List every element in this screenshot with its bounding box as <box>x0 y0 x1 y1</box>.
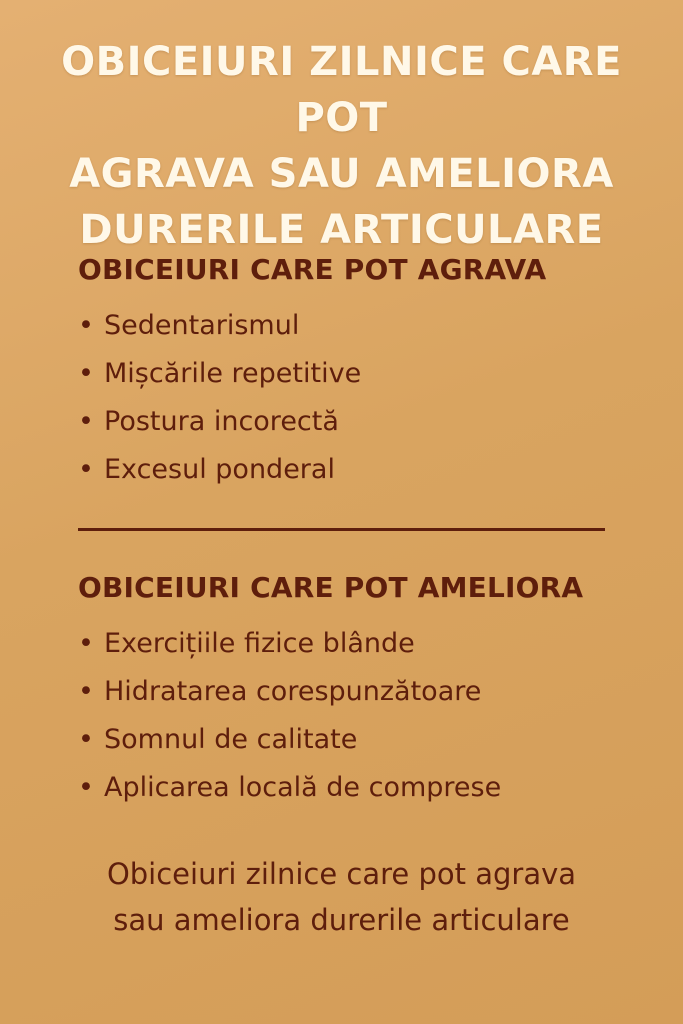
list-item <box>78 302 618 350</box>
list-item-text: Mișcările repetitive <box>104 358 362 389</box>
list-item <box>78 620 618 668</box>
bullet-list <box>78 620 618 812</box>
list-item <box>78 716 618 764</box>
main-title-line: DURERILE ARTICULARE <box>79 207 604 253</box>
caption-line: Obiceiuri zilnice care pot agrava <box>106 857 577 891</box>
bullet-icon: • <box>78 724 94 755</box>
main-title-line: AGRAVA SAU AMELIORA <box>69 151 614 197</box>
main-title-line: OBICEIURI ZILNICE CARE POT <box>61 39 622 141</box>
bullet-icon: • <box>78 310 94 341</box>
list-item <box>78 350 618 398</box>
section-heading: OBICEIURI CARE POT AGRAVA <box>78 253 547 286</box>
main-title <box>20 34 663 258</box>
list-item <box>78 764 618 812</box>
list-item-text: Postura incorectă <box>104 406 339 437</box>
bullet-icon: • <box>78 406 94 437</box>
bullet-icon: • <box>78 454 94 485</box>
list-item <box>78 668 618 716</box>
list-item-text: Hidratarea corespunzătoare <box>104 676 482 707</box>
list-item-text: Sedentarismul <box>104 310 300 341</box>
section-divider <box>78 528 605 531</box>
bullet-list <box>78 302 618 494</box>
list-item-text: Excesul ponderal <box>104 454 335 485</box>
caption-line: sau ameliora durerile articulare <box>113 903 570 937</box>
list-item-text: Exercițiile fizice blânde <box>104 628 415 659</box>
bullet-icon: • <box>78 676 94 707</box>
aggravating-habits-section <box>78 252 618 494</box>
bullet-icon: • <box>78 772 94 803</box>
section-heading: OBICEIURI CARE POT AMELIORA <box>78 571 584 604</box>
ameliorating-habits-section <box>78 570 618 812</box>
bullet-icon: • <box>78 358 94 389</box>
bullet-icon: • <box>78 628 94 659</box>
list-item <box>78 446 618 494</box>
list-item-text: Aplicarea locală de comprese <box>104 772 502 803</box>
list-item-text: Somnul de calitate <box>104 724 358 755</box>
footer-caption <box>20 851 663 943</box>
list-item <box>78 398 618 446</box>
